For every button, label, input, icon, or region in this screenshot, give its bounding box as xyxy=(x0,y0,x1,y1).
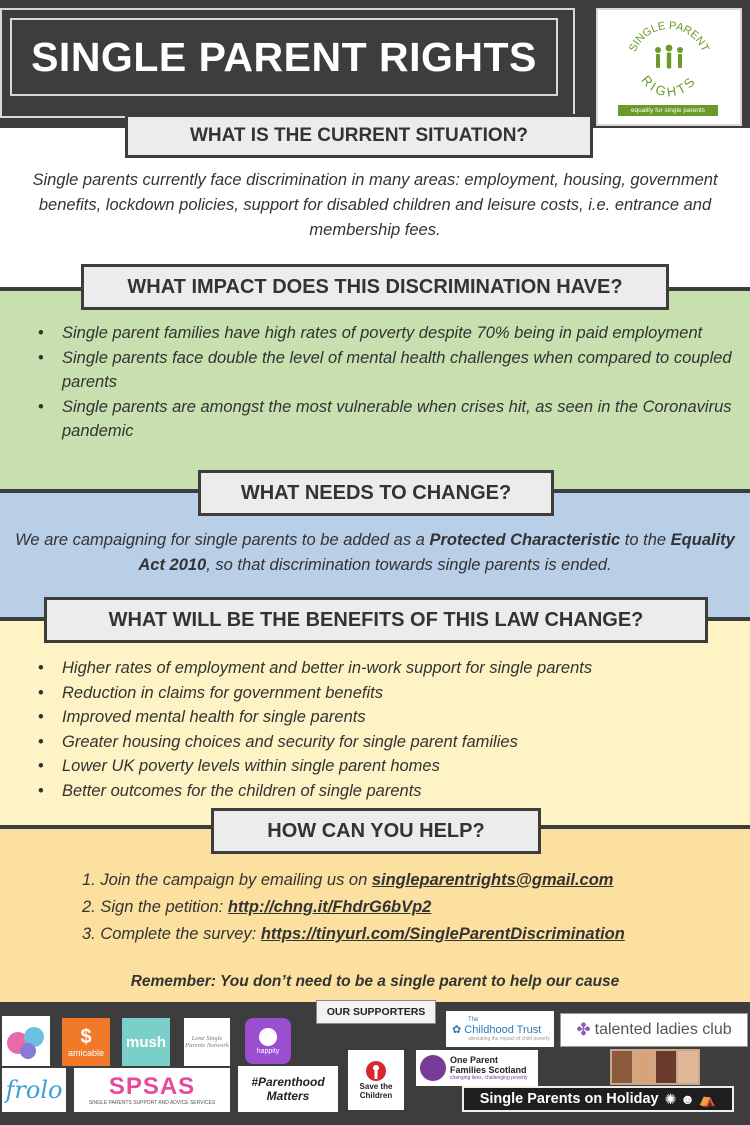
list-item: • Higher rates of employment and better in-work support for single parents xyxy=(36,656,746,681)
change-text-part: , so that discrimination towards single parents is ended. xyxy=(206,556,612,574)
help-step-email xyxy=(82,867,746,894)
step-text: 2. Sign the petition: xyxy=(82,898,228,916)
help-step-petition xyxy=(82,894,746,921)
save-the-children-text: Save the Children xyxy=(359,1082,393,1100)
opfs-logo xyxy=(416,1050,538,1086)
spsas-logo xyxy=(74,1068,230,1112)
amicable-text: amicable xyxy=(67,1048,105,1058)
logo-ring-bottom: RIGHTS xyxy=(638,72,700,100)
parenthood-matters-logo xyxy=(238,1066,338,1112)
equality-act-text: Equality Act 2010 xyxy=(138,531,735,574)
amicable-logo xyxy=(62,1018,110,1066)
opfs-text-2: Families Scotland xyxy=(450,1064,527,1075)
list-item: • Single parents are amongst the most vulnerable when crises hit, as seen in the Coronavirus pandemic xyxy=(36,395,746,444)
childhood-trust-icon: ✿ xyxy=(452,1023,462,1036)
protected-characteristic-text: Protected Characteristic xyxy=(429,531,621,549)
faces-icon xyxy=(4,1021,48,1061)
parenthood-matters-text: #Parenthood Matters xyxy=(251,1075,325,1103)
list-item: • Lower UK poverty levels within single parent homes xyxy=(36,754,746,779)
list-item: • Improved mental health for single parents xyxy=(36,705,746,730)
situation-text: Single parents currently face discrimination in many areas: employment, housing, government benefits, lockdown policies, support for disabled children and leisure costs, i.e. entrance and membership fees. xyxy=(32,171,718,239)
logo-ring-top: SINGLE PARENT xyxy=(627,19,712,54)
petition-link[interactable]: http://chng.it/FhdrG6bVp2 xyxy=(227,898,432,916)
page-title: SINGLE PARENT RIGHTS xyxy=(31,33,537,80)
childhood-trust-text: Childhood Trust xyxy=(464,1023,542,1036)
spsas-text: SPSAS xyxy=(108,1073,196,1100)
talented-ladies-icon: ✤ xyxy=(576,1020,591,1039)
amicable-icon: $ xyxy=(80,1026,92,1048)
happity-icon xyxy=(259,1028,277,1046)
frolo-logo xyxy=(2,1068,66,1112)
holiday-icons: ✺ ☻ ⛺ xyxy=(664,1090,717,1107)
faces-logo xyxy=(2,1016,50,1066)
happity-logo xyxy=(244,1016,292,1066)
collage-photo-icon xyxy=(610,1049,700,1085)
single-parents-holiday-logo xyxy=(462,1086,734,1112)
change-text-part: to the xyxy=(620,531,671,549)
save-the-children-icon xyxy=(365,1060,387,1082)
situation-heading: WHAT IS THE CURRENT SITUATION? xyxy=(125,114,593,158)
survey-link[interactable]: https://tinyurl.com/SingleParentDiscrimination xyxy=(260,925,625,943)
list-item: • Reduction in claims for government benefits xyxy=(36,681,746,706)
step-text: 3. Complete the survey: xyxy=(82,925,261,943)
remember-note: Remember: You don’t need to be a single parent to help our cause xyxy=(130,973,620,990)
benefits-heading: WHAT WILL BE THE BENEFITS OF THIS LAW CHANGE? xyxy=(44,597,708,643)
frolo-text: frolo xyxy=(5,1076,63,1104)
mush-text: mush xyxy=(125,1033,166,1051)
list-item: • Greater housing choices and security for single parent families xyxy=(36,730,746,755)
list-item: • Single parents face double the level of mental health challenges when compared to coupled parents xyxy=(36,346,746,395)
opfs-text-1: One Parent xyxy=(450,1054,499,1065)
photo-collage xyxy=(610,1049,700,1085)
email-link[interactable]: singleparentrights@gmail.com xyxy=(371,871,614,889)
change-heading: WHAT NEEDS TO CHANGE? xyxy=(198,470,554,516)
list-item: • Single parent families have high rates of poverty despite 70% being in paid employment xyxy=(36,321,746,346)
lone-parents-logo xyxy=(184,1018,230,1066)
logo-tagline: equality for single parents xyxy=(618,105,718,116)
holiday-text: Single Parents on Holiday xyxy=(479,1091,659,1107)
mush-logo xyxy=(122,1018,170,1066)
childhood-trust-logo xyxy=(446,1011,554,1047)
benefits-list xyxy=(36,656,746,803)
change-text xyxy=(6,528,744,578)
list-item: • Better outcomes for the children of single parents xyxy=(36,779,746,804)
change-text-part: We are campaigning for single parents to be added as a xyxy=(15,531,430,549)
help-step-survey xyxy=(82,921,746,948)
step-text: 1. Join the campaign by emailing us on xyxy=(82,871,372,889)
impact-heading: WHAT IMPACT DOES THIS DISCRIMINATION HAVE? xyxy=(81,264,669,310)
title-inner-frame xyxy=(10,18,558,96)
help-heading: HOW CAN YOU HELP? xyxy=(211,808,541,854)
happity-badge xyxy=(245,1018,291,1064)
opfs-icon xyxy=(420,1055,446,1081)
lone-parents-text: Lone Single Parents Network xyxy=(185,1035,229,1049)
happity-text: happity xyxy=(256,1047,280,1055)
opfs-name xyxy=(450,1055,528,1082)
opfs-sub: changing lives, challenging poverty xyxy=(450,1074,528,1081)
talented-ladies-logo xyxy=(560,1013,748,1047)
talented-ladies-text: talented ladies club xyxy=(594,1021,732,1038)
help-steps xyxy=(82,867,746,948)
impact-list xyxy=(36,321,746,444)
childhood-trust-pre: The xyxy=(468,1016,479,1023)
save-the-children-logo xyxy=(348,1050,404,1110)
spsas-sub: SINGLE PARENTS SUPPORT AND ADVICE SERVICES xyxy=(88,1100,216,1106)
supporters-label: OUR SUPPORTERS xyxy=(316,1000,436,1024)
childhood-trust-sub: alleviating the impact of child poverty xyxy=(468,1035,550,1042)
childhood-trust-name xyxy=(452,1024,541,1036)
